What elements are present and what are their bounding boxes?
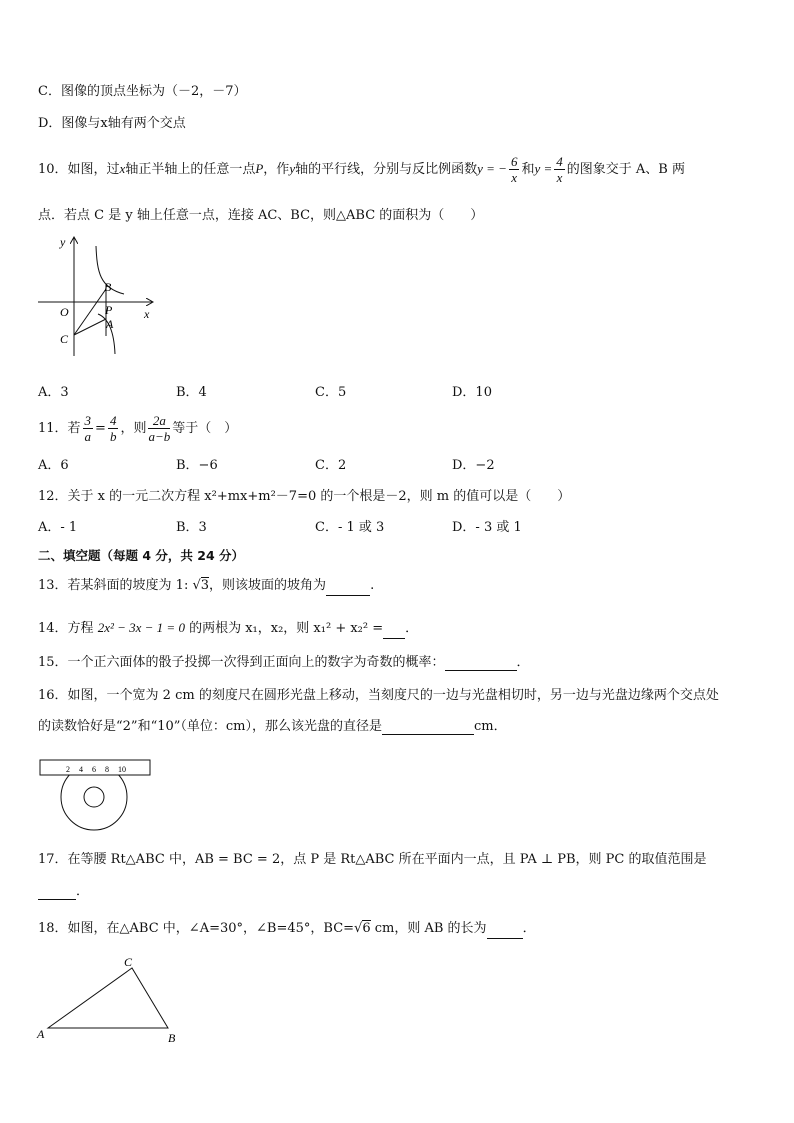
q10-label-x: x: [144, 307, 150, 321]
q10-segment-bc: [74, 289, 106, 335]
q18-text-pre: 18．如图，在△ABC 中，∠A=30°，∠B=45°，BC=: [38, 921, 355, 936]
q15-line: [38, 655, 530, 671]
q16-line2: [38, 719, 507, 735]
q16-ruler-disc-figure: [38, 758, 154, 838]
q12-option-b: B．3: [176, 520, 207, 535]
q16-ruler-mark-2: 2: [66, 765, 70, 774]
q11-text-post: 等于（ ）: [172, 421, 238, 436]
q12-option-a: A．- 1: [38, 520, 78, 535]
q18-label-c: C: [124, 955, 133, 969]
q14-answer-blank[interactable]: [383, 624, 405, 639]
q17-line2: [38, 884, 89, 900]
q10-text-c: 轴正半轴上的任意一点: [125, 162, 256, 177]
q10-option-b: B．4: [176, 385, 207, 400]
q10-line2: 点．若点 C 是 y 轴上任意一点，连接 AC、BC，则△ABC 的面积为（ ）: [38, 208, 484, 223]
q15-text-post: ．: [516, 655, 530, 670]
q16-line1: 16．如图，一个宽为 2 cm 的刻度尺在圆形光盘上移动，当刻度尺的一边与光盘相切时，另一边与光盘边缘两个交点处: [38, 688, 719, 703]
q14-text-mid: 的两根为 x₁，x₂，则 x₁² + x₂² =: [184, 621, 384, 636]
q10-graph: [34, 232, 164, 362]
q18-text-mid: cm，则 AB 的长为: [370, 921, 487, 936]
q10-text-and: 和: [521, 162, 535, 177]
q18-label-b: B: [168, 1031, 176, 1045]
q11-option-a: A．6: [38, 458, 69, 473]
q17-line1: 17．在等腰 Rt△ABC 中，AB = BC = 2，点 P 是 Rt△ABC 所在平面内一点，且 PA ⊥ PB，则 PC 的取值范围是: [38, 852, 707, 867]
q10-var-y: y: [289, 161, 296, 176]
q11-equals: =: [95, 421, 106, 436]
q14-text-pre: 14．方程: [38, 621, 98, 636]
q10-segment-ac: [74, 319, 106, 335]
q9-option-c: C．图像的顶点坐标为（－2，－7）: [38, 84, 247, 99]
q11-text-pre: 11．若: [38, 421, 81, 436]
q10-option-c: C．5: [315, 385, 347, 400]
section-heading-fill-blank: 二、填空题（每题 4 分，共 24 分）: [38, 548, 245, 563]
q18-text-post: ．: [522, 921, 536, 936]
q13-sqrt-3: √3: [192, 578, 210, 593]
q10-func1-lhs: y = −: [477, 161, 507, 176]
q18-triangle: [48, 968, 168, 1028]
q16-ruler-mark-4: 4: [79, 765, 83, 774]
q9-option-d: D．图像与x轴有两个交点: [38, 116, 186, 131]
q12-line: 12．关于 x 的一元二次方程 x²+mx+m²－7=0 的一个根是－2，则 m 的值可以是（ ）: [38, 489, 571, 504]
q13-text-post: ，则该坡面的坡角为: [209, 578, 327, 593]
q10-text-a: 10．如图，过: [38, 162, 120, 177]
q11-fraction-4-b: $\frac{4}{b}$: [109, 413, 117, 444]
q11-option-d: D．−2: [452, 458, 495, 473]
q15-answer-blank[interactable]: [445, 656, 517, 671]
q16-answer-blank[interactable]: [382, 720, 474, 735]
q10-var-x: x: [119, 161, 126, 176]
q18-label-a: A: [37, 1027, 45, 1041]
q16-text: 的读数恰好是“2”和“10”（单位：cm），那么该光盘的直径是: [38, 719, 383, 734]
q18-answer-blank[interactable]: [487, 924, 523, 939]
q10-label-c: C: [60, 332, 69, 346]
q11-fraction-2a-ab: $\frac{2a}{a-b}$: [148, 413, 171, 444]
q14-line: [38, 618, 418, 639]
q11-option-c: C．2: [315, 458, 347, 473]
q14-text-post: ．: [405, 621, 419, 636]
q10-label-p: P: [105, 303, 113, 317]
q10-func2-lhs: y =: [534, 161, 553, 176]
q10-text-g: 轴的平行线，分别与反比例函数: [295, 162, 478, 177]
q14-equation: 2x² − 3x − 1 = 0: [97, 620, 185, 635]
q11-text-mid: ，则: [120, 421, 147, 436]
q16-text-post: cm．: [474, 719, 507, 734]
q18-triangle-figure: [34, 952, 184, 1046]
q10-fraction-4-x: $\frac{4}{x}$: [556, 154, 563, 185]
q11-fraction-3-a: $\frac{3}{a}$: [84, 413, 92, 444]
q10-text-e: ，作: [263, 162, 290, 177]
q10-label-a: A: [106, 317, 114, 331]
q16-ruler-mark-6: 6: [92, 765, 96, 774]
q18-sqrt-6: √6: [354, 921, 371, 936]
q16-disc-inner: [84, 787, 104, 807]
q12-option-c: C．- 1 或 3: [315, 520, 385, 535]
q13-line: 13．若某斜面的坡度为 1: √3，则该坡面的坡角为 .: [38, 576, 374, 596]
q16-ruler-mark-10: 10: [118, 765, 126, 774]
q18-line: [38, 919, 536, 939]
q12-option-d: D．- 3 或 1: [452, 520, 522, 535]
q10-var-p: P: [255, 161, 264, 176]
q10-option-d: D．10: [452, 385, 492, 400]
q10-text-tail: 的图象交于 A、B 两: [566, 162, 685, 177]
q16-ruler-mark-8: 8: [105, 765, 109, 774]
q13-answer-blank[interactable]: [326, 581, 370, 596]
q10-fraction-6-x: $\frac{6}{x}$: [510, 154, 518, 185]
q10-label-o: O: [60, 305, 69, 319]
q17-answer-blank[interactable]: [38, 885, 76, 900]
q10-label-b: B: [104, 280, 112, 294]
q17-text-post: ．: [76, 884, 90, 899]
q11-option-b: B．−6: [176, 458, 218, 473]
q15-text: 15．一个正六面体的骰子投掷一次得到正面向上的数字为奇数的概率：: [38, 655, 445, 670]
q10-line1: [38, 152, 685, 186]
q10-label-y: y: [60, 235, 66, 249]
q11-line: [38, 412, 237, 446]
q10-option-a: A．3: [38, 385, 69, 400]
q13-text-pre: 13．若某斜面的坡度为 1:: [38, 578, 193, 593]
